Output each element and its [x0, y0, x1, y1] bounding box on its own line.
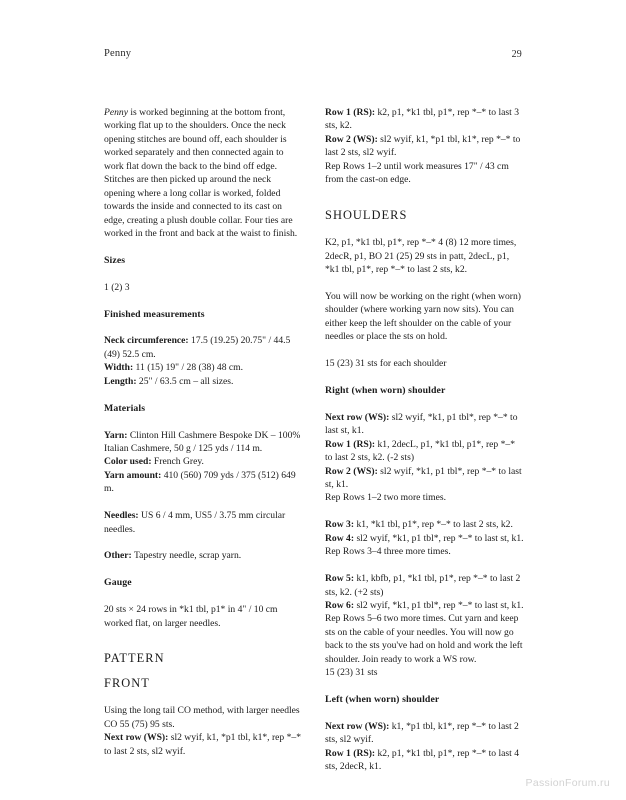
sizes-value: 1 (2) 3: [104, 281, 130, 293]
needles-label: Needles:: [104, 510, 139, 522]
front-row1: [325, 106, 524, 133]
right-shoulder-rep-rows-3-4: Rep Rows 3–4 three more times.: [325, 546, 451, 558]
gauge-value: 20 sts × 24 rows in *k1 tbl, p1* in 4" / 10 cm worked flat, on larger needles.: [104, 604, 278, 629]
right-shoulder-row2-label: Row 2 (WS):: [325, 465, 378, 477]
right-shoulder-row1-label: Row 1 (RS):: [325, 438, 376, 450]
yarn-value: Clinton Hill Cashmere Bespoke DK – 100% Italian Cashmere, 50 g / 125 yds / 114 m.: [104, 429, 301, 454]
needles-row: [104, 509, 303, 536]
neck-circumference-value: 17.5 (19.25) 20.75" / 44.5 (49) 52.5 cm.: [104, 335, 291, 360]
left-shoulder-next-row: [325, 720, 524, 747]
page-columns: [104, 106, 524, 774]
left-shoulder-row1-value: k2, p1, *k1 tbl, p1*, rep *–* to last 4 sts, 2decR, k1.: [325, 747, 520, 773]
width-row: [104, 361, 303, 374]
left-shoulder-next-row-label: Next row (WS):: [325, 720, 390, 732]
front-cast-on: Using the long tail CO method, with larger needles CO 55 (75) 95 sts.: [104, 705, 300, 730]
right-shoulder-row5-value: k1, kbfb, p1, *k1 tbl, p1*, rep *–* to last 2 sts, k2. (+2 sts): [325, 573, 521, 598]
watermark: PassionForum.ru: [525, 777, 610, 789]
right-shoulder-rep-rows-5-6: Rep Rows 5–6 two more times. Cut yarn and keep sts on the cable of your needles. You will now go back to the sts you've had on hold and work the left shoulder. Join ready to work a WS row.: [325, 613, 523, 665]
neck-circumference-label: Neck circumference:: [104, 335, 189, 347]
yarn-amount-label: Yarn amount:: [104, 469, 162, 481]
front-row2-label: Row 2 (WS):: [325, 133, 378, 145]
left-shoulder-next-row-value: k1, *p1 tbl, k1*, rep *–* to last 2 sts, sl2 wyif.: [325, 720, 519, 746]
left-shoulder-heading: Left (when worn) shoulder: [325, 694, 440, 706]
materials-heading: Materials: [104, 402, 146, 414]
right-shoulder-row5-label: Row 5:: [325, 573, 355, 585]
front-row1-label: Row 1 (RS):: [325, 107, 376, 118]
yarn-label: Yarn:: [104, 429, 128, 441]
shoulders-instruction: K2, p1, *k1 tbl, p1*, rep *–* 4 (8) 12 more times, 2decR, p1, BO 21 (25) 29 sts in patt, 2decL, p1, *k1 tbl, p1*, rep *–* to last 2 sts, k2.: [325, 237, 517, 276]
front-row2: [325, 133, 524, 160]
intro-body: is worked beginning at the bottom front, working flat up to the shoulders. Once the neck opening stitches are bound off, each shoulder is worked separately and then connected again to work flat down the back to the bind off edge. Stitches are then picked up around the neck opening where a long collar is worked, folded towards the inside and connected to its cast on edge, creating a plush double collar. Four ties are worked in the front and back at the waist to finish.: [104, 107, 298, 240]
needles-value: US 6 / 4 mm, US5 / 3.75 mm circular needles.: [104, 510, 286, 535]
shoulders-section-heading: SHOULDERS: [325, 207, 408, 222]
right-shoulder-row6-label: Row 6:: [325, 599, 355, 611]
right-shoulder-row4-label: Row 4:: [325, 532, 355, 544]
other-row: [104, 549, 303, 562]
right-shoulder-next-row: [325, 411, 524, 438]
sizes-heading: Sizes: [104, 254, 126, 266]
left-column: [104, 106, 303, 774]
right-shoulder-row1: [325, 438, 524, 465]
right-shoulder-row6-value: sl2 wyif, *k1, p1 tbl*, rep *–* to last st, k1.: [354, 599, 524, 611]
width-label: Width:: [104, 362, 134, 374]
yarn-row: [104, 429, 303, 456]
right-shoulder-row4-value: sl2 wyif, *k1, p1 tbl*, rep *–* to last st, k1.: [354, 532, 524, 544]
page-number: 29: [511, 49, 522, 60]
front-row1-value: k2, p1, *k1 tbl, p1*, rep *–* to last 3 sts, k2.: [325, 107, 520, 132]
color-used-row: [104, 455, 303, 468]
right-shoulder-heading: Right (when worn) shoulder: [325, 384, 446, 396]
front-section-heading: FRONT: [104, 676, 150, 691]
gauge-heading: Gauge: [104, 577, 132, 589]
other-label: Other:: [104, 550, 132, 562]
front-next-row: [104, 731, 303, 758]
right-shoulder-row5: [325, 572, 524, 599]
right-shoulder-row4: [325, 532, 524, 545]
pattern-section-heading: PATTERN: [104, 651, 165, 666]
finished-measurements-heading: Finished measurements: [104, 308, 205, 320]
right-shoulder-stitch-count: 15 (23) 31 sts: [325, 667, 378, 679]
right-column: [325, 106, 524, 774]
other-value: Tapestry needle, scrap yarn.: [131, 550, 242, 562]
right-shoulder-rep-rows-1-2: Rep Rows 1–2 two more times.: [325, 492, 446, 504]
right-shoulder-next-row-value: sl2 wyif, *k1, p1 tbl*, rep *–* to last st, k1.: [325, 411, 518, 437]
width-value: 11 (15) 19" / 28 (38) 48 cm.: [133, 362, 244, 374]
yarn-amount-row: [104, 469, 303, 496]
right-shoulder-row3-value: k1, *k1 tbl, p1*, rep *–* to last 2 sts, k2.: [354, 519, 513, 531]
front-next-row-value: sl2 wyif, k1, *p1 tbl, k1*, rep *–* to last 2 sts, sl2 wyif.: [104, 732, 302, 757]
length-value: 25" / 63.5 cm – all sizes.: [136, 375, 234, 387]
shoulders-stitch-count: 15 (23) 31 sts for each shoulder: [325, 358, 447, 370]
right-shoulder-row3: [325, 518, 524, 531]
running-head-title: Penny: [104, 48, 132, 59]
left-shoulder-row1-label: Row 1 (RS):: [325, 747, 376, 759]
front-row2-value: sl2 wyif, k1, *p1 tbl, k1*, rep *–* to last 2 sts, sl2 wyif.: [325, 133, 521, 159]
length-row: [104, 375, 303, 388]
right-shoulder-row6: [325, 599, 524, 612]
right-shoulder-row3-label: Row 3:: [325, 519, 355, 531]
right-shoulder-row1-value: k1, 2decL, p1, *k1 tbl, p1*, rep *–* to last 2 sts, k2. (-2 sts): [325, 438, 515, 464]
length-label: Length:: [104, 375, 137, 387]
yarn-amount-value: 410 (560) 709 yds / 375 (512) 649 m.: [104, 469, 296, 495]
intro-pattern-name: Penny: [104, 107, 128, 118]
shoulders-note: You will now be working on the right (when worn) shoulder (where working yarn now sits). You can either keep the left shoulder on the cable of your needles or place the sts on hold.: [325, 290, 521, 343]
running-head: [104, 48, 522, 64]
front-next-row-label: Next row (WS):: [104, 732, 169, 744]
right-shoulder-next-row-label: Next row (WS):: [325, 411, 390, 423]
neck-circumference-row: [104, 334, 303, 361]
color-used-value: French Grey.: [151, 456, 204, 468]
right-shoulder-row2: [325, 465, 524, 492]
left-shoulder-row1: [325, 747, 524, 774]
color-used-label: Color used:: [104, 456, 152, 468]
intro-paragraph: [104, 106, 303, 241]
front-rep-rows: Rep Rows 1–2 until work measures 17" / 43 cm from the cast-on edge.: [325, 160, 509, 186]
right-shoulder-row2-value: sl2 wyif, *k1, p1 tbl*, rep *–* to last st, k1.: [325, 465, 522, 491]
